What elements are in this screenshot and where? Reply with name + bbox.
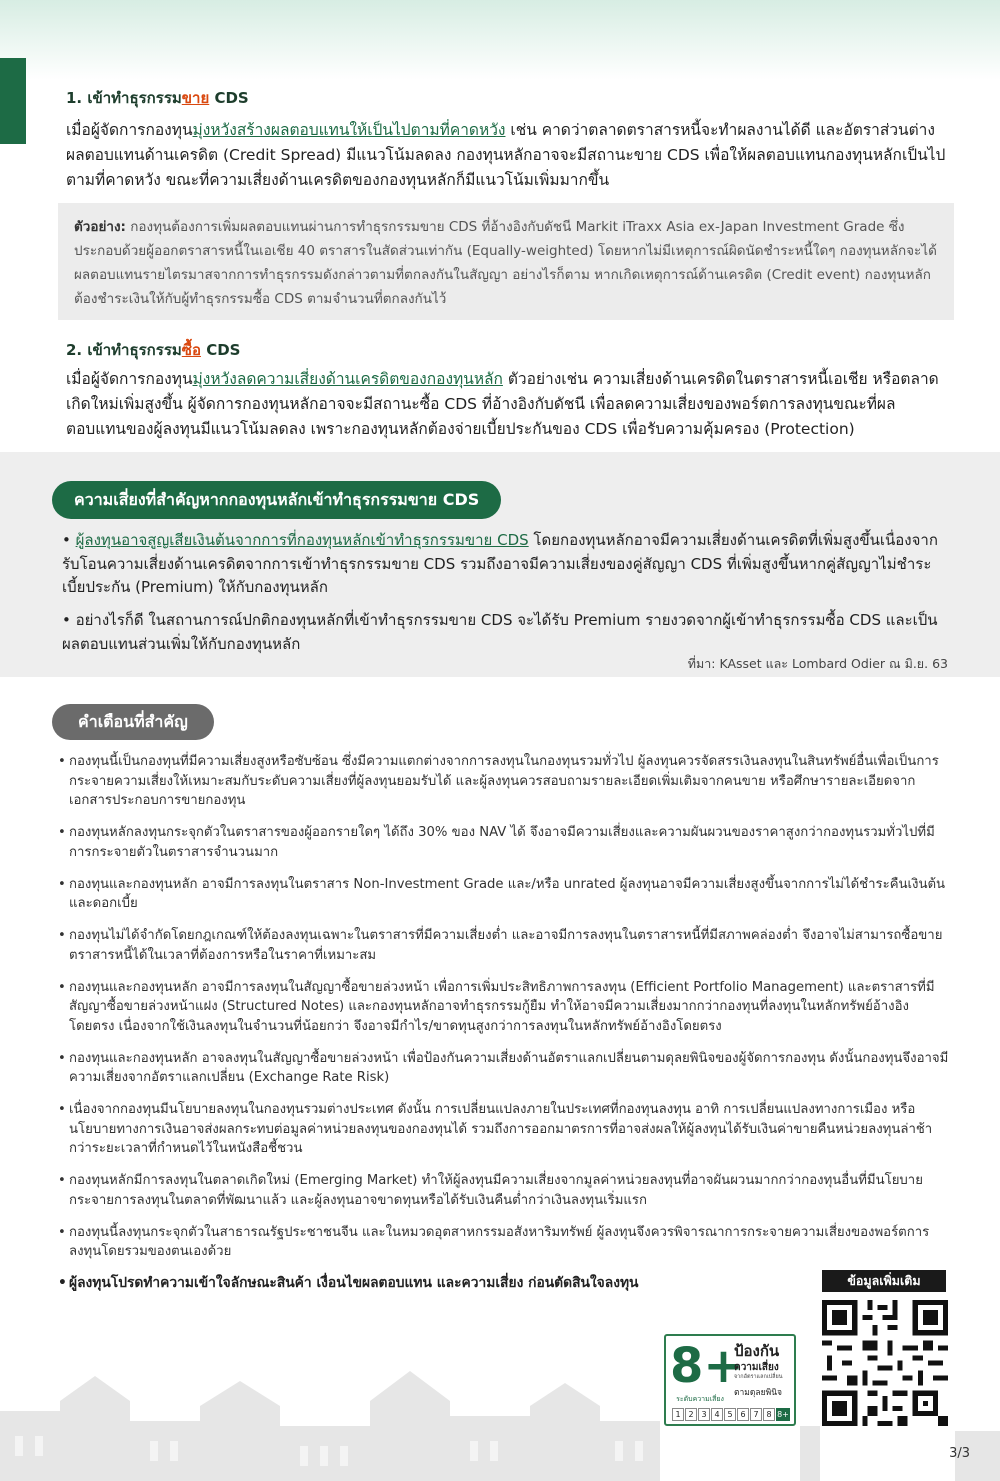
page-number: 3/3 [949, 1446, 970, 1461]
risk-scale-step: 8 [763, 1408, 775, 1421]
risk-bullet-1-underlined: ผู้ลงทุนอาจสูญเสียเงินต้นจากการที่กองทุนหลักเข้าทำธุรกรรมขาย CDS [75, 531, 529, 549]
warning-item: • กองทุนและกองทุนหลัก อาจมีการลงทุนในตราสาร Non-Investment Grade และ/หรือ unrated ผู้ลงทุนอาจมีความเสี่ยงสูงขึ้นจากการไม่ได้ชำระคืนเงินต้น และดอกเบี้ย [58, 875, 952, 914]
section2-title-pre: 2. เข้าทำธุรกรรม [66, 341, 182, 359]
section1-para-pre: เมื่อผู้จัดการกองทุน [66, 121, 193, 139]
warning-final: • ผู้ลงทุนโปรดทำความเข้าใจลักษณะสินค้า เงื่อนไขผลตอบแทน และความเสี่ยง ก่อนตัดสินใจลงทุน [58, 1274, 952, 1294]
section1-title-post: CDS [209, 89, 249, 107]
section1-paragraph [66, 118, 950, 193]
more-info-label: ข้อมูลเพิ่มเติม [822, 1270, 946, 1292]
warning-item: • กองทุนหลักมีการลงทุนในตลาดเกิดใหม่ (Emerging Market) ทำให้ผู้ลงทุนมีความเสี่ยงจากมูลค่าหน่วยลงทุนที่อาจผันผวนมากกว่ากองทุนอื่นที่มีนโยบายกระจายการลงทุนในตลาดที่พัฒนาแล้ว และผู้ลงทุนอาจขาดทุนหรือได้รับเงินคืนต่ำกว่าเงินลงทุนเริ่มแรก [58, 1171, 952, 1210]
section1-title [66, 86, 249, 110]
section2-title-highlight: ซื้อ [181, 341, 201, 359]
risk-level-badge [664, 1334, 796, 1426]
section2-title [66, 338, 240, 362]
risk-level-label: ระดับความเสี่ยง [676, 1395, 724, 1403]
example-text: กองทุนต้องการเพิ่มผลตอบแทนผ่านการทำธุรกรรมขาย CDS ที่อ้างอิงกับดัชนี Markit iTraxx Asia ex-Japan Investment Grade ซึ่งประกอบด้วยผู้ออกตราสารหนี้ในเอเชีย 40 ตราสารในสัดส่วนเท่ากัน (Equally-weighted) โดยหากไม่มีเหตุการณ์ผิดนัดชำระหนี้ใดๆ กองทุนหลักจะได้ผลตอบแทนรายไตรมาสจากการทำธุรกรรมดังกล่าวตามที่ตกลงกันในสัญญา อย่างไรก็ตาม หากเกิดเหตุการณ์ด้านเครดิต (Credit event) กองทุนหลักต้องชำระเงินให้กับผู้ทำธุรกรรมซื้อ CDS ตามจำนวนที่ตกลงกันไว้ [74, 219, 937, 307]
badge-title-1: ป้องกัน [734, 1342, 780, 1360]
risk-scale-step: 4 [711, 1408, 723, 1421]
warnings-heading: คำเตือนที่สำคัญ [52, 704, 214, 740]
risk-scale-step-active: 8+ [777, 1410, 789, 1419]
example-box [58, 203, 954, 320]
source-note: ที่มา: KAsset และ Lombard Odier ณ มิ.ย. 63 [687, 656, 948, 671]
warning-item: • กองทุนหลักลงทุนกระจุกตัวในตราสารของผู้ออกรายใดๆ ได้ถึง 30% ของ NAV ได้ จึงอาจมีความเสี่ยงและความผันผวนของราคาสูงกว่ากองทุนรวมทั่วไปที่มีการกระจายตัวในตราสารจำนวนมาก [58, 823, 952, 862]
section2-paragraph [66, 367, 950, 442]
risk-scale-step: 7 [750, 1408, 762, 1421]
badge-title-2: ความเสี่ยง [734, 1362, 779, 1373]
risk-bullet-1-dot: • [62, 531, 76, 549]
warnings-list [58, 752, 952, 1306]
risk-bullet-2: • อย่างไรก็ดี ในสถานการณ์ปกติกองทุนหลักที่เข้าทำธุรกรรมขาย CDS จะได้รับ Premium รายงวดจากผู้เข้าทำธุรกรรมซื้อ CDS และเป็นผลตอบแทนส่วนเพิ่มให้กับกองทุนหลัก [62, 611, 938, 653]
section1-para-underlined: มุ่งหวังสร้างผลตอบแทนให้เป็นไปตามที่คาดหวัง [192, 121, 506, 139]
risk-scale-step: 6 [737, 1408, 749, 1421]
risk-bullet-1-text: โดยกองทุนหลักอาจมีความเสี่ยงด้านเครดิตที่เพิ่มสูงขึ้นเนื่องจากรับโอนความเสี่ยงด้านเครดิตจากการเข้าทำธุรกรรมขาย CDS รวมถึงอาจมีความเสี่ยงของคู่สัญญา CDS ที่เพิ่มสูงขึ้นหากคู่สัญญาไม่ชำระเบี้ยประกัน (Premium) ให้กับกองทุนหลัก [62, 531, 938, 596]
warning-item: • เนื่องจากกองทุนมีนโยบายลงทุนในกองทุนรวมต่างประเทศ ดังนั้น การเปลี่ยนแปลงภายในประเทศที่กองทุนลงทุน อาทิ การเปลี่ยนแปลงทางการเมือง หรือนโยบายทางการเงินอาจส่งผลกระทบต่อมูลค่าหน่วยลงทุนของกองทุนได้ รวมถึงการออกมาตรการที่อาจส่งผลให้ผู้ลงทุนได้รับเงินค่าขายคืนหน่วยลงทุนล่าช้ากว่าระยะเวลาที่กำหนดไว้ในหนังสือชี้ชวน [58, 1100, 952, 1159]
warning-item: • กองทุนนี้เป็นกองทุนที่มีความเสี่ยงสูงหรือซับซ้อน ซึ่งมีความแตกต่างจากการลงทุนในกองทุนรวมทั่วไป ผู้ลงทุนควรจัดสรรเงินลงทุนในสินทรัพย์อื่นเพื่อเป็นการกระจายความเสี่ยงให้เหมาะสมกับระดับความเสี่ยงที่ผู้ลงทุนยอมรับได้ และผู้ลงทุนควรสอบถามรายละเอียดเพิ่มเติมจากคนขาย หรือศึกษารายละเอียดจากเอกสารประกอบการขายกองทุน [58, 752, 952, 811]
risk-scale-step: 2 [685, 1408, 697, 1421]
section1-para-post: เช่น คาดว่าตลาดตราสารหนี้จะทำผลงานได้ดี และอัตราส่วนต่างผลตอบแทนด้านเครดิต (Credit Spread) มีแนวโน้มลดลง กองทุนหลักอาจจะมีสถานะขาย CDS เพื่อให้ผลตอบแทนกองทุนหลักเป็นไปตามที่คาดหวัง ขณะที่ความเสี่ยงด้านเครดิตของกองทุนหลักก็มีแนวโน้มเพิ่มมากขึ้น [66, 121, 946, 189]
section2-para-pre: เมื่อผู้จัดการกองทุน [66, 370, 193, 388]
top-gradient [0, 0, 1000, 80]
warning-item: • กองทุนและกองทุนหลัก อาจลงทุนในสัญญาซื้อขายล่วงหน้า เพื่อป้องกันความเสี่ยงด้านอัตราแลกเปลี่ยนตามดุลยพินิจของผู้จัดการกองทุน ดังนั้นกองทุนจึงอาจมีความเสี่ยงจากอัตราแลกเปลี่ยน (Exchange Rate Risk) [58, 1049, 952, 1088]
warning-item: • กองทุนนี้ลงทุนกระจุกตัวในสาธารณรัฐประชาชนจีน และในหมวดอุตสาหกรรมอสังหาริมทรัพย์ ผู้ลงทุนจึงควรพิจารณาการกระจายความเสี่ยงของพอร์ตการลงทุนโดยรวมของตนเองด้วย [58, 1223, 952, 1262]
side-tab [0, 58, 26, 144]
example-label: ตัวอย่าง: [74, 219, 126, 235]
section2-para-post: ตัวอย่างเช่น ความเสี่ยงด้านเครดิตในตราสารหนี้เอเชีย หรือตลาดเกิดใหม่เพิ่มสูงขึ้น ผู้จัดการกองทุนหลักอาจจะมีสถานะซื้อ CDS ที่อ้างอิงกับดัชนี เพื่อลดความเสี่ยงของพอร์ตการลงทุนขณะที่ผลตอบแทนของผู้ลงทุนมีแนวโน้มลดลง เพราะกองทุนหลักต้องจ่ายเบี้ยประกันของ CDS เพื่อรับความคุ้มครอง (Protection) [66, 370, 939, 438]
risk-bullet-1 [62, 529, 952, 600]
qr-code[interactable] [822, 1300, 948, 1426]
risk-level-number: 8+ [670, 1338, 744, 1394]
risk-scale-step: 1 [672, 1408, 684, 1421]
warning-item: • กองทุนไม่ได้จำกัดโดยกฎเกณฑ์ให้ต้องลงทุนเฉพาะในตราสารที่มีความเสี่ยงต่ำ และอาจมีการลงทุนในตราสารหนี้ที่มีสภาพคล่องต่ำ จึงอาจไม่สามารถซื้อขายตราสารหนี้ได้ในเวลาที่ต้องการหรือในราคาที่เหมาะสม [58, 926, 952, 965]
section1-title-pre: 1. เข้าทำธุรกรรม [66, 89, 182, 107]
risk-scale-step: 3 [698, 1408, 710, 1421]
risk-heading: ความเสี่ยงที่สำคัญหากกองทุนหลักเข้าทำธุรกรรมขาย CDS [52, 481, 501, 519]
badge-title-3: จากอัตราแลกเปลี่ยน [734, 1374, 783, 1380]
risk-scale-step: 5 [724, 1408, 736, 1421]
section2-para-underlined: มุ่งหวังลดความเสี่ยงด้านเครดิตของกองทุนหลัก [192, 370, 503, 388]
section1-title-highlight: ขาย [181, 89, 210, 107]
warning-item: • กองทุนและกองทุนหลัก อาจมีการลงทุนในสัญญาซื้อขายล่วงหน้า เพื่อการเพิ่มประสิทธิภาพการลงทุน (Efficient Portfolio Management) และตราสารที่มีสัญญาซื้อขายล่วงหน้าแฝง (Structured Notes) และกองทุนหลักอาจทำธุรกรรมกู้ยืม ทำให้อาจมีความเสี่ยงมากกว่ากองทุนที่ลงทุนในหลักทรัพย์อ้างอิงโดยตรง เนื่องจากใช้เงินลงทุนในจำนวนที่น้อยกว่า จึงอาจมีกำไร/ขาดทุนสูงกว่าการลงทุนในหลักทรัพย์อ้างอิงโดยตรง [58, 978, 952, 1037]
section2-title-post: CDS [200, 341, 241, 359]
badge-title-4: ตามดุลยพินิจ [734, 1388, 782, 1398]
risk-scale [672, 1408, 790, 1421]
